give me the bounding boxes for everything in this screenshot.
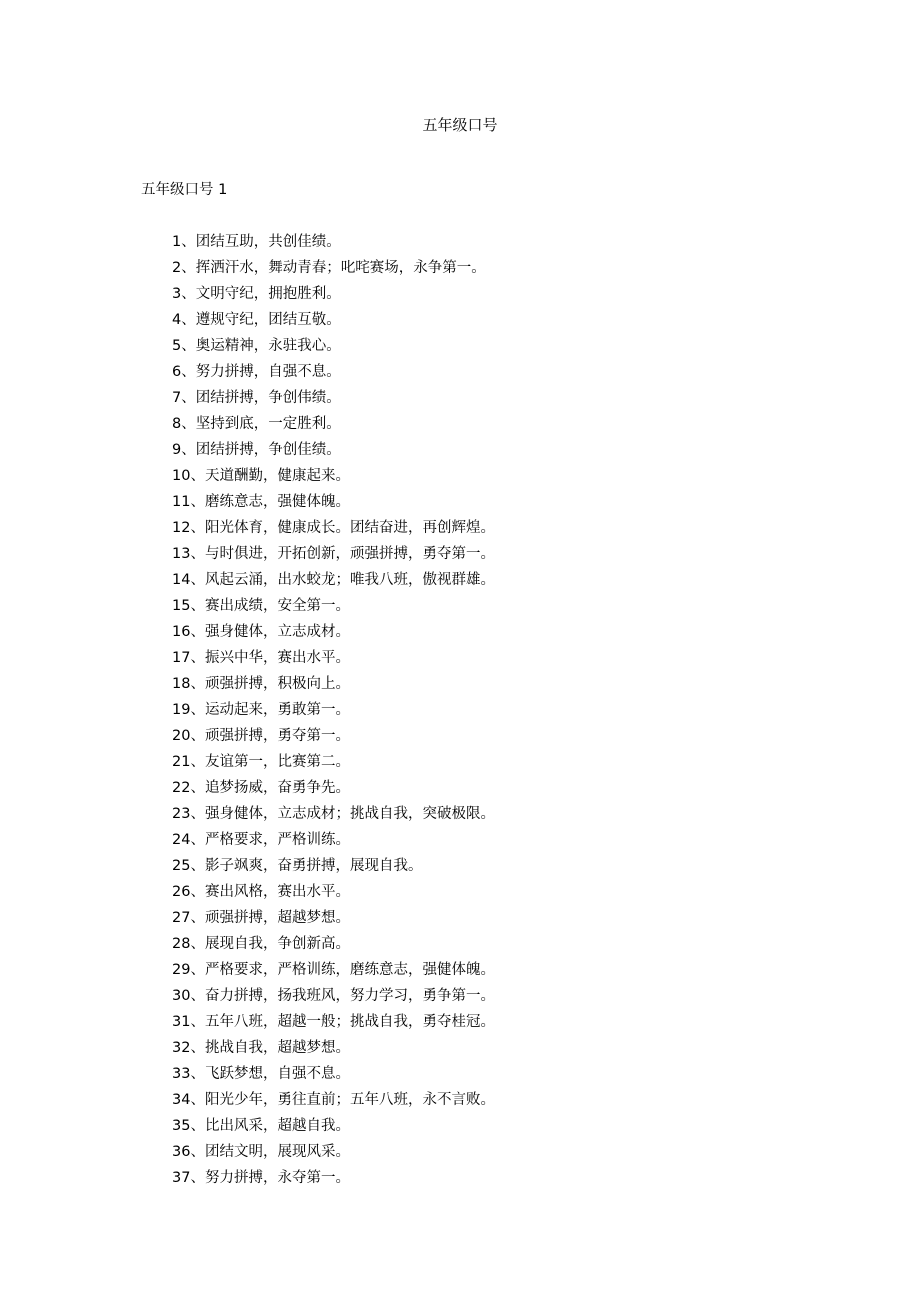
list-item: 37、努力拼搏，永夺第一。	[172, 1170, 350, 1186]
list-item: 27、顽强拼搏，超越梦想。	[172, 910, 350, 926]
list-item: 24、严格要求，严格训练。	[172, 832, 350, 848]
list-item: 8、坚持到底，一定胜利。	[172, 416, 341, 432]
document-title: 五年级口号	[422, 116, 498, 134]
list-item: 32、挑战自我，超越梦想。	[172, 1040, 350, 1056]
list-item: 4、遵规守纪，团结互敬。	[172, 312, 341, 328]
list-item: 15、赛出成绩，安全第一。	[172, 598, 350, 614]
list-item: 23、强身健体，立志成材；挑战自我，突破极限。	[172, 806, 495, 822]
list-item: 28、展现自我，争创新高。	[172, 936, 350, 952]
list-item: 26、赛出风格，赛出水平。	[172, 884, 350, 900]
list-item: 1、团结互助，共创佳绩。	[172, 234, 341, 250]
list-item: 35、比出风采，超越自我。	[172, 1118, 350, 1134]
list-item: 22、追梦扬威，奋勇争先。	[172, 780, 350, 796]
list-item: 12、阳光体育，健康成长。团结奋进，再创辉煌。	[172, 520, 495, 536]
list-item: 9、团结拼搏，争创佳绩。	[172, 442, 341, 458]
list-item: 16、强身健体，立志成材。	[172, 624, 350, 640]
list-item: 2、挥洒汗水，舞动青春；叱咤赛场，永争第一。	[172, 260, 486, 276]
list-item: 6、努力拼搏，自强不息。	[172, 364, 341, 380]
list-item: 5、奥运精神，永驻我心。	[172, 338, 341, 354]
list-item: 36、团结文明，展现风采。	[172, 1144, 350, 1160]
list-item: 33、飞跃梦想，自强不息。	[172, 1066, 350, 1082]
list-item: 20、顽强拼搏，勇夺第一。	[172, 728, 350, 744]
slogan-list	[172, 229, 495, 1191]
list-item: 14、风起云涌，出水蛟龙；唯我八班，傲视群雄。	[172, 572, 495, 588]
list-item: 18、顽强拼搏，积极向上。	[172, 676, 350, 692]
list-item: 11、磨练意志，强健体魄。	[172, 494, 350, 510]
list-item: 19、运动起来，勇敢第一。	[172, 702, 350, 718]
section-heading: 五年级口号 1	[141, 182, 228, 198]
list-item: 3、文明守纪，拥抱胜利。	[172, 286, 341, 302]
list-item: 21、友谊第一，比赛第二。	[172, 754, 350, 770]
list-item: 10、天道酬勤，健康起来。	[172, 468, 350, 484]
list-item: 25、影子飒爽，奋勇拼搏，展现自我。	[172, 858, 423, 874]
list-item: 29、严格要求，严格训练，磨练意志，强健体魄。	[172, 962, 495, 978]
list-item: 13、与时俱进，开拓创新，顽强拼搏，勇夺第一。	[172, 546, 495, 562]
list-item: 7、团结拼搏，争创伟绩。	[172, 390, 341, 406]
list-item: 17、振兴中华，赛出水平。	[172, 650, 350, 666]
list-item: 31、五年八班，超越一般；挑战自我，勇夺桂冠。	[172, 1014, 495, 1030]
list-item: 30、奋力拼搏，扬我班风，努力学习，勇争第一。	[172, 988, 495, 1004]
list-item: 34、阳光少年，勇往直前；五年八班，永不言败。	[172, 1092, 495, 1108]
